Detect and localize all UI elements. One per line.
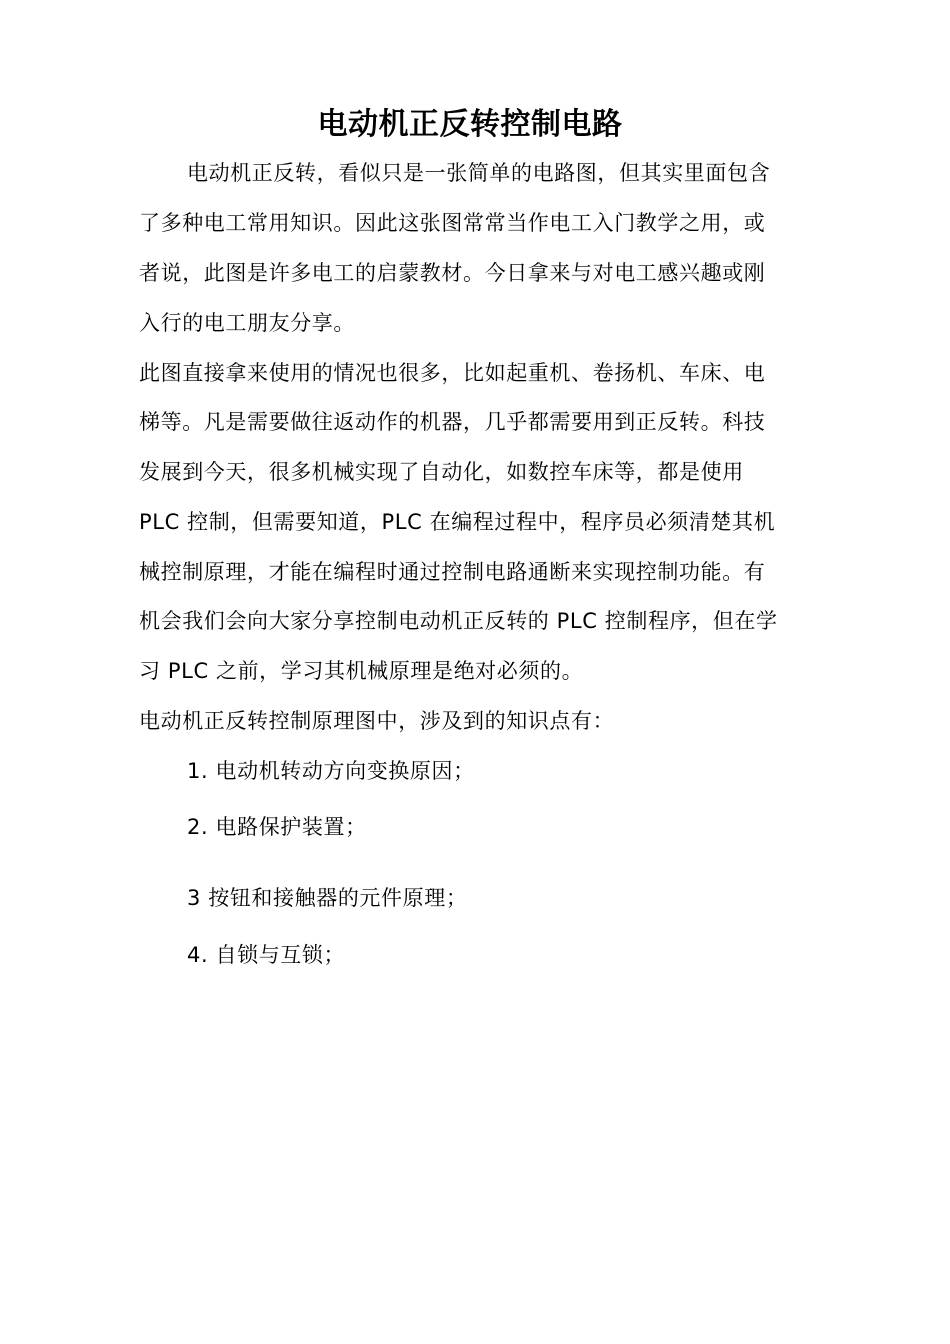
paragraph-line: 发展到今天，很多机械实现了自动化，如数控车床等，都是使用	[139, 460, 744, 484]
paragraph-line: 机会我们会向大家分享控制电动机正反转的 PLC 控制程序，但在学	[139, 609, 778, 633]
paragraph-line: 者说，此图是许多电工的启蒙教材。今日拿来与对电工感兴趣或刚	[139, 261, 766, 285]
list-item: 1. 电动机转动方向变换原因；	[187, 759, 475, 783]
paragraph-line: 电动机正反转控制原理图中，涉及到的知识点有：	[139, 709, 615, 733]
list-item: 2. 电路保护装置；	[187, 815, 367, 839]
paragraph-line: PLC 控制，但需要知道，PLC 在编程过程中，程序员必须清楚其机	[139, 510, 776, 534]
list-item: 3 按钮和接触器的元件原理；	[187, 886, 468, 910]
document-title: 电动机正反转控制电路	[317, 107, 623, 142]
paragraph-line: 入行的电工朋友分享。	[139, 311, 355, 335]
paragraph-line: 此图直接拿来使用的情况也很多，比如起重机、卷扬机、车床、电	[139, 361, 766, 385]
paragraph-line: 械控制原理，才能在编程时通过控制电路通断来实现控制功能。有	[139, 560, 766, 584]
paragraph-line: 习 PLC 之前，学习其机械原理是绝对必须的。	[139, 659, 584, 683]
list-item: 4. 自锁与互锁；	[187, 943, 346, 967]
paragraph-line: 梯等。凡是需要做往返动作的机器，几乎都需要用到正反转。科技	[139, 410, 766, 434]
paragraph-line: 了多种电工常用知识。因此这张图常常当作电工入门教学之用，或	[139, 211, 766, 235]
paragraph-line: 电动机正反转，看似只是一张简单的电路图，但其实里面包含	[187, 161, 771, 185]
